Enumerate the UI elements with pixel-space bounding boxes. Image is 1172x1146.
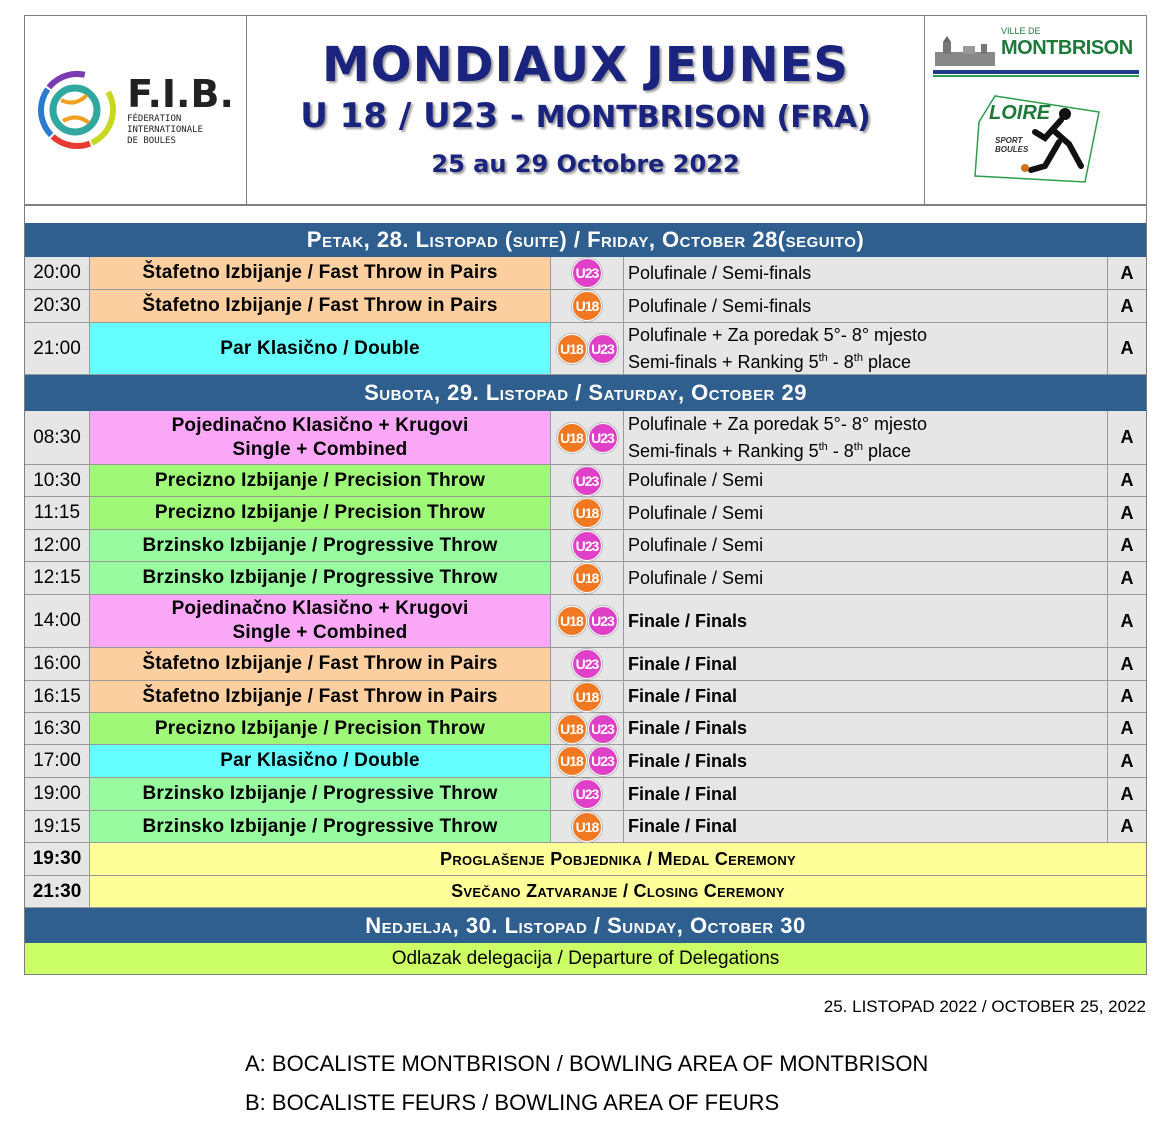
- u23-badge-icon: U23: [572, 649, 602, 679]
- event-cell: [90, 595, 551, 647]
- fib-logo: [25, 16, 247, 204]
- category-cell: [551, 290, 624, 322]
- phase-cell: [624, 465, 1108, 496]
- u23-badge-icon: U23: [588, 714, 618, 744]
- site-cell: A: [1108, 257, 1146, 289]
- header: [24, 15, 1147, 205]
- u23-badge-icon: U23: [588, 606, 618, 636]
- time-cell: 20:30: [25, 290, 90, 322]
- time-cell: 21:00: [25, 323, 90, 374]
- table-row: [25, 465, 1146, 497]
- fib-acronym: F.I.B.: [127, 71, 234, 116]
- event-cell: Precizno Izbijanje / Precision Throw: [90, 465, 551, 496]
- ceremony-row: [25, 876, 1146, 908]
- day-header-friday: Petak, 28. Listopad (suite) / Friday, October 28(seguito): [25, 223, 1146, 257]
- u23-badge-icon: U23: [588, 334, 618, 364]
- site-cell: A: [1108, 778, 1146, 810]
- time-cell: 16:00: [25, 648, 90, 680]
- event-cell: Štafetno Izbijanje / Fast Throw in Pairs: [90, 257, 551, 289]
- category-cell: [551, 681, 624, 712]
- event-cell: Brzinsko Izbijanje / Progressive Throw: [90, 778, 551, 810]
- ceremony-row: [25, 843, 1146, 876]
- loire-sport: SPORT: [995, 136, 1023, 145]
- time-cell: 16:30: [25, 713, 90, 744]
- phase-text: Polufinale / Semi-finals: [628, 262, 812, 283]
- event-cell: Par Klasično / Double: [90, 323, 551, 374]
- phase-text: Finale / Final: [628, 653, 738, 674]
- category-cell: [551, 530, 624, 561]
- site-cell: A: [1108, 497, 1146, 529]
- table-row: [25, 648, 1146, 681]
- fib-line: FÉDERATION: [127, 113, 182, 124]
- category-cell: [551, 411, 624, 464]
- u23-badge-icon: U23: [588, 423, 618, 453]
- subtitle-categories: U 18 / U23 -: [300, 96, 536, 136]
- site-cell: A: [1108, 323, 1146, 374]
- site-cell: A: [1108, 713, 1146, 744]
- category-cell: [551, 713, 624, 744]
- phase-cell: [624, 713, 1108, 744]
- site-cell: A: [1108, 648, 1146, 680]
- loire-boules: BOULES: [995, 145, 1029, 154]
- u18-badge-icon: U18: [557, 423, 587, 453]
- table-row: [25, 497, 1146, 530]
- loire-sub: [995, 136, 1028, 154]
- category-cell: [551, 778, 624, 810]
- fib-emblem-icon: [37, 55, 117, 165]
- phase-text: Finale / Finals: [628, 718, 748, 738]
- phase-cell: [624, 811, 1108, 842]
- phase-text-en: Semi-finals + Ranking 5th - 8th place: [628, 351, 912, 372]
- phase-cell: [624, 595, 1108, 647]
- category-cell: [551, 323, 624, 374]
- u18-badge-icon: U18: [572, 498, 602, 528]
- town-skyline-icon: [933, 36, 997, 66]
- event-cell: Brzinsko Izbijanje / Progressive Throw: [90, 562, 551, 594]
- event-text: Pojedinačno Klasično + Krugovi: [171, 414, 469, 436]
- sponsor-logos: [924, 16, 1146, 204]
- loire-sport-boules-logo: [973, 92, 1101, 186]
- table-row: [25, 411, 1146, 465]
- legend-site-a: A: BOCALISTE MONTBRISON / BOWLING AREA OF MONTBRISON: [245, 1051, 929, 1076]
- site-cell: A: [1108, 681, 1146, 712]
- medal-ceremony-label: Proglašenje Pobjednika / Medal Ceremony: [90, 843, 1146, 875]
- montbrison-ville: VILLE DE: [1001, 26, 1041, 36]
- phase-cell: [624, 497, 1108, 529]
- time-cell: 19:15: [25, 811, 90, 842]
- phase-text: Polufinale / Semi: [628, 567, 764, 588]
- phase-cell: [624, 323, 1108, 374]
- event-subtitle: [300, 94, 871, 144]
- closing-ceremony-label: Svečano Zatvaranje / Closing Ceremony: [90, 876, 1146, 907]
- table-row: [25, 323, 1146, 375]
- u23-badge-icon: U23: [572, 779, 602, 809]
- phase-cell: [624, 562, 1108, 594]
- u18-badge-icon: U18: [572, 812, 602, 842]
- phase-text: Polufinale + Za poredak 5°- 8° mjesto: [628, 324, 928, 345]
- phase-text: Finale / Final: [628, 783, 738, 804]
- phase-text: Polufinale / Semi-finals: [628, 295, 812, 316]
- event-dates: 25 au 29 Octobre 2022: [431, 150, 740, 178]
- table-row: [25, 745, 1146, 778]
- u18-badge-icon: U18: [572, 291, 602, 321]
- phase-text-en: Semi-finals + Ranking 5th - 8th place: [628, 440, 912, 461]
- phase-cell: [624, 530, 1108, 561]
- phase-text: Finale / Final: [628, 816, 738, 836]
- time-cell: 20:00: [25, 257, 90, 289]
- table-row: [25, 681, 1146, 713]
- montbrison-stripe: [933, 75, 1139, 77]
- site-cell: A: [1108, 811, 1146, 842]
- table-row: [25, 595, 1146, 648]
- u23-badge-icon: U23: [572, 258, 602, 288]
- u18-badge-icon: U18: [557, 746, 587, 776]
- site-cell: A: [1108, 465, 1146, 496]
- time-cell: 19:00: [25, 778, 90, 810]
- event-text: Pojedinačno Klasično + Krugovi: [171, 598, 469, 619]
- event-title-block: [247, 16, 924, 204]
- montbrison-name: MONTBRISON: [1001, 37, 1133, 59]
- phase-text: Finale / Finals: [628, 610, 748, 631]
- site-cell: A: [1108, 411, 1146, 464]
- event-cell: Štafetno Izbijanje / Fast Throw in Pairs: [90, 681, 551, 712]
- event-cell: Precizno Izbijanje / Precision Throw: [90, 497, 551, 529]
- u18-badge-icon: U18: [572, 682, 602, 712]
- table-row: [25, 713, 1146, 745]
- event-cell: Brzinsko Izbijanje / Progressive Throw: [90, 530, 551, 561]
- u18-badge-icon: U18: [557, 334, 587, 364]
- site-cell: A: [1108, 595, 1146, 647]
- time-cell: 12:15: [25, 562, 90, 594]
- category-cell: [551, 745, 624, 777]
- event-cell: Štafetno Izbijanje / Fast Throw in Pairs: [90, 648, 551, 680]
- montbrison-stripe: [933, 70, 1139, 74]
- day-header-saturday: Subota, 29. Listopad / Saturday, October 29: [25, 375, 1146, 411]
- event-cell: Par Klasično / Double: [90, 745, 551, 777]
- u23-badge-icon: U23: [588, 746, 618, 776]
- phase-text: Polufinale / Semi: [628, 535, 764, 555]
- phase-text: Polufinale + Za poredak 5°- 8° mjesto: [628, 413, 928, 434]
- phase-cell: [624, 778, 1108, 810]
- phase-cell: [624, 411, 1108, 464]
- time-cell: 12:00: [25, 530, 90, 561]
- category-cell: [551, 648, 624, 680]
- table-row: [25, 257, 1146, 290]
- schedule-table: [24, 205, 1147, 975]
- loire-name: LOIRE: [989, 102, 1051, 124]
- time-cell: 17:00: [25, 745, 90, 777]
- table-row: [25, 811, 1146, 843]
- time-cell: 08:30: [25, 411, 90, 464]
- subtitle-location: MONTBRISON (FRA): [535, 100, 871, 135]
- site-cell: A: [1108, 290, 1146, 322]
- time-cell: 14:00: [25, 595, 90, 647]
- u18-badge-icon: U18: [572, 563, 602, 593]
- event-cell: Štafetno Izbijanje / Fast Throw in Pairs: [90, 290, 551, 322]
- phase-cell: [624, 290, 1108, 322]
- site-cell: A: [1108, 562, 1146, 594]
- departure-row: Odlazak delegacija / Departure of Delegations: [25, 943, 1146, 974]
- u23-badge-icon: U23: [572, 531, 602, 561]
- time-cell: 11:15: [25, 497, 90, 529]
- phase-cell: [624, 648, 1108, 680]
- montbrison-logo: [933, 24, 1139, 80]
- category-cell: [551, 595, 624, 647]
- phase-text: Polufinale / Semi: [628, 502, 764, 523]
- time-cell: 10:30: [25, 465, 90, 496]
- fib-line: DE BOULES: [127, 135, 176, 146]
- time-cell: 19:30: [25, 843, 90, 875]
- event-title: MONDIAUX JEUNES: [322, 37, 849, 93]
- event-text-en: Single + Combined: [232, 622, 408, 643]
- event-cell: Precizno Izbijanje / Precision Throw: [90, 713, 551, 744]
- phase-cell: [624, 257, 1108, 289]
- table-row: [25, 290, 1146, 323]
- site-cell: A: [1108, 745, 1146, 777]
- u18-badge-icon: U18: [557, 606, 587, 636]
- phase-text: Finale / Final: [628, 686, 738, 706]
- legend-site-b: B: BOCALISTE FEURS / BOWLING AREA OF FEURS: [245, 1090, 780, 1115]
- table-row: [25, 530, 1146, 562]
- event-text-en: Single + Combined: [232, 438, 408, 460]
- phase-text: Finale / Finals: [628, 750, 748, 771]
- category-cell: [551, 257, 624, 289]
- u23-badge-icon: U23: [572, 466, 602, 496]
- u18-badge-icon: U18: [557, 714, 587, 744]
- time-cell: 16:15: [25, 681, 90, 712]
- category-cell: [551, 497, 624, 529]
- table-row: [25, 562, 1146, 595]
- publication-date: 25. LISTOPAD 2022 / OCTOBER 25, 2022: [823, 997, 1146, 1016]
- category-cell: [551, 811, 624, 842]
- phase-cell: [624, 745, 1108, 777]
- time-cell: 21:30: [25, 876, 90, 907]
- category-cell: [551, 465, 624, 496]
- day-header-sunday: Nedjelja, 30. Listopad / Sunday, October 30: [25, 908, 1146, 943]
- event-cell: Brzinsko Izbijanje / Progressive Throw: [90, 811, 551, 842]
- event-cell: [90, 411, 551, 464]
- fib-line: INTERNATIONALE: [127, 124, 203, 135]
- table-row: [25, 778, 1146, 811]
- phase-cell: [624, 681, 1108, 712]
- site-cell: A: [1108, 530, 1146, 561]
- category-cell: [551, 562, 624, 594]
- phase-text: Polufinale / Semi: [628, 470, 764, 490]
